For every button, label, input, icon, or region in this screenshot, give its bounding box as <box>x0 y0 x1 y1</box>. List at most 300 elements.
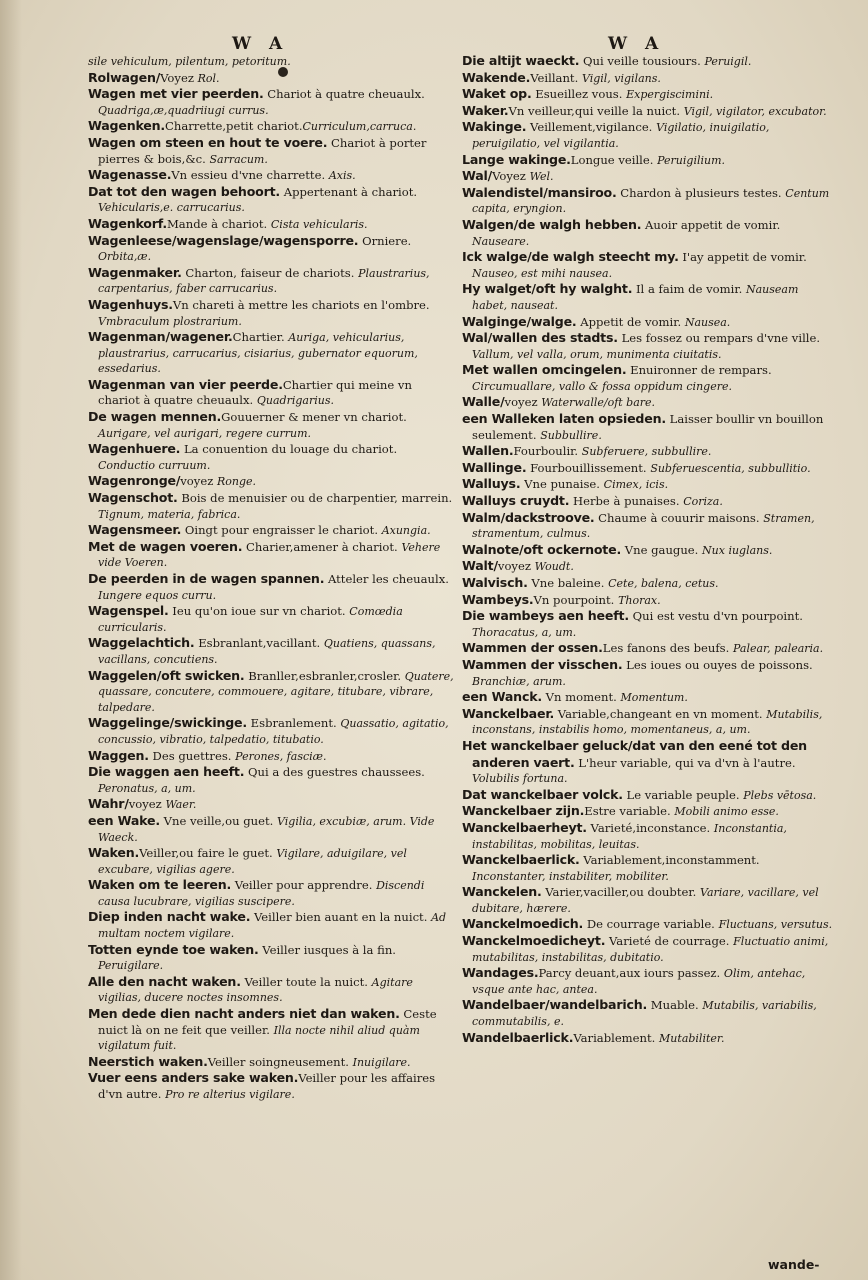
french-gloss: Estre variable. <box>584 804 675 819</box>
headword: Het wanckelbaer geluck/dat van den eené tot den anderen vaert. <box>462 737 807 770</box>
dictionary-entry <box>462 997 834 1029</box>
headword: Wammen der ossen. <box>462 640 603 656</box>
headword: Die wambeys aen heeft. <box>462 608 629 624</box>
running-head-left: W A <box>232 34 289 54</box>
latin-gloss: Olim, antehac, vsque ante hac, antea. <box>472 967 806 996</box>
dictionary-entry <box>462 1030 834 1047</box>
headword: Wammen der visschen. <box>462 656 623 672</box>
headword: Walginge/walge. <box>462 313 577 329</box>
french-gloss: Qui veille tousiours. <box>579 54 705 68</box>
french-gloss: Vn chareti à mettre les chariots en l'ombre. <box>172 297 430 312</box>
headword: Wagen met vier peerden. <box>88 86 264 102</box>
headword: Met wallen omcingelen. <box>462 362 627 378</box>
french-gloss: Mande à chariot. <box>166 216 271 231</box>
latin-gloss: Mutabilis, inconstans, instabilis homo, momentaneus, a, um. <box>472 707 823 737</box>
latin-gloss: Plebs vētosa. <box>743 788 817 802</box>
latin-gloss: Volubilis fortuna. <box>472 772 568 786</box>
dictionary-entry <box>462 53 834 70</box>
headword: Walt/ <box>462 558 498 574</box>
latin-gloss: Quadrigarius. <box>256 394 334 408</box>
headword: Wakinge. <box>462 119 527 135</box>
french-gloss: Veiller pour les affaires d'vn autre. <box>98 1071 436 1101</box>
latin-gloss: Mutabiliter. <box>659 1031 725 1045</box>
french-gloss: Charton, faiseur de chariots. <box>181 265 359 280</box>
headword: Wanckelmoedicheyt. <box>462 933 606 949</box>
latin-gloss: Ronge. <box>216 475 257 489</box>
latin-gloss: Inuigilare. <box>352 1055 411 1069</box>
french-gloss: Longue veille. <box>570 152 658 167</box>
latin-gloss: Plaustrarius, carpentarius, faber carrucarius. <box>98 266 430 296</box>
headword: Wagenschot. <box>88 490 178 506</box>
latin-gloss: Waterwalle/oft bare. <box>541 396 656 410</box>
dictionary-entry <box>88 233 454 265</box>
headword: Wanckelbaerlick. <box>462 852 580 868</box>
headword: Wakende. <box>462 69 531 85</box>
dictionary-entry <box>462 168 834 185</box>
headword: Wal/ <box>462 168 493 184</box>
french-gloss: Il a faim de vomir. <box>632 282 746 297</box>
dictionary-entry <box>88 796 454 813</box>
dictionary-entry <box>88 715 454 747</box>
dictionary-entry <box>462 362 834 394</box>
latin-gloss: Quatiens, quassans, vacillans, concutiens. <box>98 637 436 666</box>
headword: Wandages. <box>462 965 539 981</box>
dictionary-entry <box>88 86 454 118</box>
french-gloss: Charier,amener à chariot. <box>242 539 402 554</box>
french-gloss: Ceste nuict là on ne feit que veiller. <box>98 1007 437 1037</box>
latin-gloss: Vallum, vel valla, orum, munimenta ciuitatis. <box>472 347 722 361</box>
latin-gloss: Mutabilis, variabilis, commutabilis, e. <box>472 999 817 1029</box>
french-gloss: L'heur variable, qui va d'vn à l'autre. <box>574 755 796 770</box>
headword: Diep inden nacht wake. <box>88 909 251 925</box>
french-gloss: Chariot à porter pierres & bois,&c. <box>98 135 427 166</box>
latin-gloss: Waer. <box>165 798 197 812</box>
dictionary-entry <box>88 490 454 522</box>
headword: Wagenleese/wagenslage/wagensporre. <box>88 232 359 248</box>
french-gloss: Chartier. <box>232 330 289 345</box>
french-gloss: Esueillez vous. <box>531 87 627 102</box>
headword: Wagenhuere. <box>88 441 181 457</box>
dictionary-entry <box>88 184 454 216</box>
latin-gloss: Subbullire. <box>540 428 602 442</box>
dictionary-entry <box>88 877 454 909</box>
french-gloss: Chardon à plusieurs testes. <box>616 185 786 200</box>
dictionary-entry <box>462 965 834 997</box>
french-gloss: Qui a des guestres chaussees. <box>244 765 425 780</box>
french-gloss: Branller,esbranler,crosler. <box>244 668 405 683</box>
left-column <box>88 53 454 1103</box>
headword: een Walleken laten opsieden. <box>462 411 666 427</box>
dictionary-entry <box>88 329 454 377</box>
headword: Wahr/ <box>88 796 129 812</box>
latin-gloss: Orbita,æ. <box>98 250 152 264</box>
dictionary-entry <box>88 409 454 441</box>
headword: Wallen. <box>462 443 514 459</box>
dictionary-entry <box>88 118 454 135</box>
french-gloss: voyez <box>504 395 542 410</box>
french-gloss: I'ay appetit de vomir. <box>678 250 807 265</box>
dictionary-entry <box>462 460 834 477</box>
headword: een Wake. <box>88 812 160 828</box>
headword: Wagenhuys. <box>88 296 173 312</box>
latin-gloss: Nauseo, est mihi nausea. <box>472 266 613 280</box>
headword: Wagen om steen en hout te voere. <box>88 134 328 150</box>
dictionary-entry <box>462 558 834 575</box>
latin-gloss: Stramen, stramentum, culmus. <box>472 511 815 541</box>
latin-gloss: Ad multam noctem vigilare. <box>98 911 447 941</box>
headword: Walendistel/mansiroo. <box>462 184 617 200</box>
dictionary-entry <box>462 443 834 460</box>
headword: Wagenken. <box>88 118 165 134</box>
headword: Die waggen aen heeft. <box>88 764 245 780</box>
headword: Lange wakinge. <box>462 151 571 167</box>
headword: Wagenasse. <box>88 167 172 183</box>
latin-gloss: Circumuallare, vallo & fossa oppidum cingere. <box>472 379 732 393</box>
french-gloss: Gouuerner & mener vn chariot. <box>221 410 407 425</box>
french-gloss: voyez <box>128 797 166 812</box>
latin-gloss: Variare, vacillare, vel dubitare, hærere. <box>472 886 819 915</box>
french-gloss: Veiller pour apprendre. <box>231 878 377 893</box>
latin-gloss: Cete, balena, cetus. <box>608 577 719 590</box>
latin-gloss: Axis. <box>328 169 356 183</box>
headword: De peerden in de wagen spannen. <box>88 571 325 586</box>
headword: Wanckelmoedich. <box>462 916 584 932</box>
dictionary-entry <box>88 1070 454 1102</box>
french-gloss: Variablement. <box>573 1030 660 1045</box>
headword: Wambeys. <box>462 591 534 607</box>
headword: Waken om te leeren. <box>88 877 232 893</box>
french-gloss: Les ioues ou ouyes de poissons. <box>622 657 813 672</box>
french-gloss: Veiller soingneusement. <box>207 1054 353 1069</box>
headword: Wanckelen. <box>462 884 542 900</box>
dictionary-entry <box>462 217 834 249</box>
headword: Walgen/de walgh hebben. <box>462 216 642 232</box>
dictionary-entry <box>88 909 454 941</box>
french-gloss: Vn veilleur,qui veille la nuict. <box>508 103 684 118</box>
headword: Walm/dackstroove. <box>462 509 595 525</box>
french-gloss: Veiller bien auant en la nuict. <box>250 910 432 925</box>
headword: Die altijt waeckt. <box>462 53 580 68</box>
dictionary-entry <box>462 803 834 820</box>
dictionary-entry <box>462 330 834 362</box>
latin-gloss: Thorax. <box>618 593 661 607</box>
headword: Dat wanckelbaer volck. <box>462 786 623 802</box>
latin-gloss: Woudt. <box>534 560 574 574</box>
dictionary-entry <box>88 1006 454 1054</box>
french-gloss: Fourboulir. <box>513 444 582 459</box>
latin-gloss: Nausea. <box>684 315 731 329</box>
french-gloss: Vne baleine. <box>527 576 609 590</box>
dictionary-entry <box>462 884 834 916</box>
dictionary-entry <box>88 603 454 635</box>
dictionary-entry <box>88 764 454 796</box>
dictionary-entry <box>462 70 834 87</box>
dictionary-entry <box>462 657 834 689</box>
dictionary-entry <box>88 845 454 877</box>
french-gloss: Variable,changeant en vn moment. <box>554 706 767 721</box>
french-gloss: Chartier qui meine vn chariot à quatre cheuaulx. <box>98 377 412 408</box>
dictionary-entry <box>462 86 834 103</box>
latin-gloss: Subferuescentia, subbullitio. <box>650 461 811 475</box>
dictionary-entry <box>462 493 834 510</box>
french-gloss: Enuironner de rempars. <box>626 363 772 378</box>
latin-gloss: Peruigilare. <box>98 959 164 973</box>
dictionary-entry <box>88 473 454 490</box>
french-gloss: Esbranlant,vacillant. <box>194 636 324 651</box>
headword: Walnote/oft ockernote. <box>462 541 622 557</box>
headword: een Wanck. <box>462 689 542 705</box>
headword: Met de wagen voeren. <box>88 538 243 554</box>
headword: Waken. <box>88 845 140 861</box>
french-gloss: Des guettres. <box>148 748 236 763</box>
french-gloss: Veillant. <box>530 70 582 85</box>
dictionary-entry <box>462 706 834 738</box>
latin-gloss: Nauseare. <box>472 234 530 248</box>
dictionary-entry <box>462 592 834 609</box>
headword: Waggelachtich. <box>88 635 195 651</box>
french-gloss: Vne gaugue. <box>621 542 703 557</box>
french-gloss: La conuention du louage du chariot. <box>180 442 398 457</box>
latin-gloss: Tignum, materia, fabrica. <box>98 507 241 521</box>
french-gloss: Qui est vestu d'vn pourpoint. <box>628 609 803 624</box>
french-gloss: Vne veille,ou guet. <box>159 813 278 828</box>
dictionary-entry <box>462 103 834 120</box>
dictionary-entry <box>88 1054 454 1071</box>
french-gloss: De courrage variable. <box>583 917 719 932</box>
latin-gloss: Expergiscimini. <box>626 88 714 102</box>
latin-gloss: Nauseam habet, nauseat. <box>472 283 799 312</box>
headword: Wanckelbaer. <box>462 705 555 721</box>
french-gloss: Fourbouillissement. <box>526 460 651 475</box>
headword: Waker. <box>462 102 509 118</box>
latin-gloss: Pro re alterius vigilare. <box>165 1088 295 1101</box>
french-gloss: Ieu qu'on ioue sur vn chariot. <box>168 604 350 619</box>
dictionary-entry <box>462 510 834 542</box>
headword: De wagen mennen. <box>88 409 222 425</box>
dictionary-entry <box>462 152 834 169</box>
latin-gloss: Peruigil. <box>704 55 752 68</box>
latin-gloss: Vigil, vigilator, excubator. <box>683 104 827 118</box>
french-gloss: Varieté,inconstance. <box>586 820 714 835</box>
french-gloss: Vn moment. <box>541 690 621 705</box>
french-gloss: Le variable peuple. <box>622 787 744 802</box>
latin-gloss: Auriga, vehicularius, plaustrarius, carrucarius, cisiarius, gubernator equorum, essedarius. <box>98 331 418 376</box>
latin-gloss: Momentum. <box>620 691 688 705</box>
headword: Waggelinge/swickinge. <box>88 715 247 731</box>
dictionary-entry <box>462 820 834 852</box>
french-gloss: Varieté de courrage. <box>605 934 734 949</box>
latin-gloss: Curriculum,carruca. <box>302 120 417 134</box>
latin-gloss: Wel. <box>529 170 554 184</box>
dictionary-entry <box>88 377 454 409</box>
latin-gloss: Inconstanter, instabiliter, mobiliter. <box>472 869 669 883</box>
french-gloss: Parcy deuant,aux iours passez. <box>538 966 724 981</box>
latin-gloss: Aurigare, vel aurigari, regere currum. <box>98 426 312 440</box>
headword: Wanckelbaer zijn. <box>462 803 585 819</box>
french-gloss: Veillement,vigilance. <box>526 120 657 135</box>
headword: Dat tot den wagen behoort. <box>88 183 281 199</box>
headword: Wandelbaer/wandelbarich. <box>462 997 648 1013</box>
dictionary-entry <box>462 249 834 281</box>
french-gloss: Appetit de vomir. <box>576 314 685 329</box>
catchword: wande- <box>768 1257 820 1272</box>
latin-gloss: Illa nocte nihil aliud quàm vigilatum fuit. <box>98 1023 420 1053</box>
running-head-right: W A <box>608 34 665 54</box>
headword: Wandelbaerlick. <box>462 1029 574 1045</box>
latin-gloss: Quadriga,æ,quadriiugi currus. <box>98 103 269 117</box>
french-gloss: Laisser boullir vn bouillon seulement. <box>472 412 824 442</box>
dictionary-entry <box>462 185 834 217</box>
dictionary-entry <box>88 813 454 845</box>
headword: Hy walget/oft hy walght. <box>462 281 633 297</box>
latin-gloss: Fluctuatio animi, mutabilitas, instabilitas, dubitatio. <box>472 935 829 964</box>
latin-gloss: Thoracatus, a, um. <box>472 625 577 639</box>
latin-gloss: Mobili animo esse. <box>674 805 779 819</box>
latin-gloss: Vmbraculum plostrarium. <box>98 314 242 328</box>
french-gloss: Voyez <box>160 70 198 85</box>
latin-gloss: Cista vehicularis. <box>270 217 368 231</box>
headword: Wagensmeer. <box>88 522 182 538</box>
french-gloss: Oingt pour engraisser le chariot. <box>181 523 382 538</box>
dictionary-entry <box>88 635 454 667</box>
dictionary-entry <box>462 119 834 151</box>
french-gloss: Les fanons des beufs. <box>602 641 733 656</box>
dictionary-entry <box>462 787 834 804</box>
dictionary-entry <box>462 411 834 443</box>
french-gloss: Veiller toute la nuict. <box>240 974 372 989</box>
french-gloss: Muable. <box>647 998 703 1013</box>
latin-gloss: Vigilare, aduigilare, vel excubare, vigilias agere. <box>98 847 407 876</box>
french-gloss: Vne punaise. <box>520 477 604 492</box>
dictionary-entry <box>88 942 454 974</box>
latin-gloss: Iungere equos curru. <box>98 588 217 602</box>
french-gloss: Chaume à couurir maisons. <box>594 510 764 525</box>
dictionary-entry <box>88 441 454 473</box>
headword: Waket op. <box>462 86 532 102</box>
dictionary-entry <box>462 394 834 411</box>
french-gloss: Appertenant à chariot. <box>280 184 418 199</box>
headword: Waggen. <box>88 747 149 763</box>
headword: Wanckelbaerheyt. <box>462 819 587 835</box>
latin-gloss: Centum capita, eryngion. <box>472 186 830 216</box>
french-gloss: Herbe à punaises. <box>569 494 684 509</box>
french-gloss: Veiller,ou faire le guet. <box>139 846 277 861</box>
dictionary-entry <box>462 689 834 706</box>
headword: Neerstich waken. <box>88 1053 208 1069</box>
dictionary-entry <box>88 668 454 716</box>
dictionary-entry <box>462 852 834 884</box>
latin-gloss: Axungia. <box>381 524 431 538</box>
latin-gloss: Vigilatio, inuigilatio, peruigilatio, vel vigilantia. <box>472 121 770 150</box>
french-gloss: Bois de menuisier ou de charpentier, marrein. <box>177 491 453 506</box>
dictionary-entry <box>462 640 834 657</box>
latin-gloss: Cimex, icis. <box>603 478 669 492</box>
french-gloss: Vn pourpoint. <box>533 592 619 607</box>
headword: Walle/ <box>462 394 505 410</box>
dictionary-entry <box>88 571 454 603</box>
dictionary-entry <box>88 974 454 1006</box>
dictionary-entry <box>462 575 834 592</box>
latin-gloss: Quatere, quassare, concutere, commouere, agitare, titubare, vibrare, talpedare. <box>98 669 454 714</box>
latin-gloss: Vigilia, excubiæ, arum. Vide Waeck. <box>98 814 435 844</box>
headword: Walvisch. <box>462 575 528 590</box>
dictionary-entry <box>462 916 834 933</box>
latin-gloss: Sarracum. <box>209 152 268 166</box>
headword: Wal/wallen des stadts. <box>462 330 618 346</box>
headword: Wagenman van vier peerde. <box>88 376 283 392</box>
french-gloss: Variablement,inconstamment. <box>579 853 760 868</box>
right-column <box>462 53 834 1046</box>
headword: Alle den nacht waken. <box>88 973 241 989</box>
dictionary-entry <box>462 314 834 331</box>
dictionary-entry <box>88 522 454 539</box>
latin-gloss: sile vehiculum, pilentum, petoritum. <box>88 55 291 68</box>
headword: Totten eynde toe waken. <box>88 941 259 957</box>
latin-gloss: Nux iuglans. <box>702 543 773 557</box>
dictionary-entry <box>88 297 454 329</box>
headword: Rolwagen/ <box>88 69 161 85</box>
french-gloss: Vn essieu d'vne charrette. <box>171 168 329 183</box>
latin-gloss: Coriza. <box>683 495 723 509</box>
french-gloss: Voyez <box>492 169 530 184</box>
french-gloss: Chariot à quatre cheuaulx. <box>263 87 425 102</box>
latin-gloss: Quassatio, agitatio, concussio, vibratio, talpedatio, titubatio. <box>98 717 449 746</box>
dictionary-entry <box>88 748 454 765</box>
latin-gloss: Perones, fasciæ. <box>235 749 327 763</box>
french-gloss: Varier,vaciller,ou doubter. <box>541 885 701 900</box>
latin-gloss: Vehicularis,e. carrucarius. <box>98 201 245 215</box>
french-gloss: Atteler les cheuaulx. <box>324 572 449 586</box>
french-gloss: Esbranlement. <box>246 716 341 731</box>
latin-gloss: Subferuere, subbullire. <box>581 445 712 459</box>
headword: Waggelen/oft swicken. <box>88 667 245 683</box>
french-gloss: Auoir appetit de vomir. <box>641 217 781 232</box>
dictionary-entry <box>88 70 454 87</box>
french-gloss: voyez <box>180 474 217 489</box>
headword: Ick walge/de walgh steecht my. <box>462 249 679 265</box>
dictionary-entry <box>88 53 454 70</box>
dictionary-entry <box>88 216 454 233</box>
dictionary-entry <box>462 476 834 493</box>
headword: Wagenkorf. <box>88 215 167 231</box>
french-gloss: Les fossez ou rempars d'vne ville. <box>617 331 821 346</box>
latin-gloss: Peruigilium. <box>657 153 726 167</box>
dictionary-entry <box>88 167 454 184</box>
french-gloss: Orniere. <box>358 233 412 248</box>
latin-gloss: Inconstantia, instabilitas, mobilitas, leuitas. <box>472 821 787 851</box>
french-gloss: Charrette,petit chariot. <box>165 119 303 134</box>
headword: Vuer eens anders sake waken. <box>88 1070 299 1086</box>
headword: Wagenronge/ <box>88 473 181 489</box>
dictionary-entry <box>462 738 834 787</box>
headword: Walluys cruydt. <box>462 493 570 509</box>
dictionary-entry <box>462 542 834 559</box>
latin-gloss: Vigil, vigilans. <box>581 71 661 85</box>
headword: Wallinge. <box>462 459 527 475</box>
dictionary-entry <box>462 281 834 313</box>
dictionary-entry <box>462 933 834 965</box>
latin-gloss: Discendi causa lucubrare, vigilias suscipere. <box>98 879 425 908</box>
headword: Wagenmaker. <box>88 264 182 280</box>
latin-gloss: Vehere vide Voeren. <box>98 540 441 570</box>
french-gloss: Veiller iusques à la fin. <box>258 942 396 957</box>
latin-gloss: Rol. <box>197 71 220 85</box>
dictionary-entry <box>88 539 454 571</box>
headword: Wagenspel. <box>88 603 169 619</box>
latin-gloss: Peronatus, a, um. <box>98 781 196 795</box>
headword: Wagenman/wagener. <box>88 329 233 345</box>
dictionary-entry <box>88 135 454 167</box>
